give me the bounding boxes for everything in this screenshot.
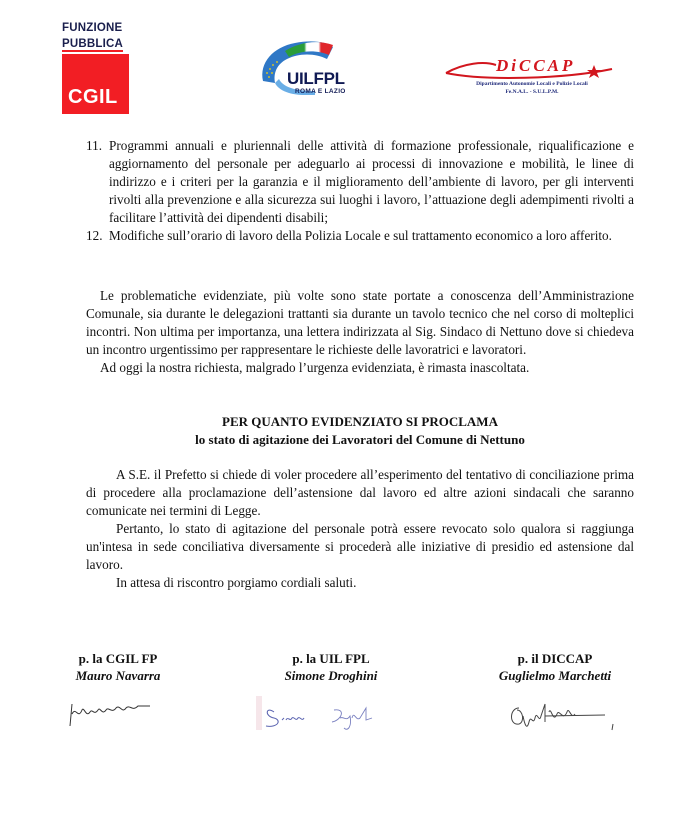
- signature-block-cgil: [58, 650, 178, 684]
- diccap-logo-text: DiCCAP: [496, 56, 576, 75]
- handwritten-signature-navarra-icon: [66, 696, 166, 736]
- signature-org: p. la CGIL FP: [78, 651, 158, 666]
- diccap-logo: [444, 55, 620, 103]
- paragraph-unheard: Ad oggi la nostra richiesta, malgrado l’urgenza evidenziata, è rimasta inascoltata.: [100, 360, 530, 375]
- list-item: [86, 227, 634, 245]
- proclamation-heading: [86, 413, 634, 449]
- diccap-logo-subtext-1: Dipartimento Autonomie Locali e Polizie Locali: [476, 81, 588, 87]
- list-item: [86, 137, 634, 227]
- demands-list: [86, 137, 634, 245]
- handwritten-signature-droghini-icon: [256, 696, 386, 736]
- list-item-number: 12.: [86, 228, 103, 243]
- uilfpl-logo-subtext: ROMA E LAZIO: [295, 88, 346, 95]
- cgil-red-block: [62, 54, 129, 114]
- signature-name: Mauro Navarra: [75, 668, 161, 683]
- list-item-number: 11.: [86, 138, 102, 153]
- uilfpl-logo-text: UILFPL: [287, 69, 345, 88]
- paragraph-revoca: Pertanto, lo stato di agitazione del personale potrà essere revocato solo qualora si raggiunga un'intesa in sede conciliativa diversamente si procederà alle iniziative di presidio ed astensione dal lavoro.: [86, 521, 634, 572]
- signature-org: p. il DICCAP: [517, 651, 593, 666]
- paragraph-problems: Le problematiche evidenziate, più volte sono state portate a conoscenza dell’Amministrazione Comunale, sia durante le delegazioni trattanti sia durante un tavolo tecnico che nel corso di molteplici incontri. Non ultima per importanza, una lettera indirizzata al Sig. Sindaco di Nettuno dove si chiedeva un incontro urgentissimo per rappresentare le richieste delle lavoratrici e lavoratori.: [86, 288, 634, 357]
- signature-block-uil: [256, 650, 406, 684]
- problems-section: [86, 287, 634, 377]
- signature-name: Simone Droghini: [284, 668, 378, 683]
- cgil-logo-text: CGIL: [68, 86, 118, 108]
- paragraph-prefetto: A S.E. il Prefetto si chiede di voler procedere all’esperimento del tentativo di conciliazione prima di procedere alla proclamazione dell’astensione dal lavoro ed altre azioni sindacali che saranno comunicate nei termini di Legge.: [86, 467, 634, 518]
- cgil-logo-line2: PUBBLICA: [62, 38, 124, 50]
- heading-line-2: lo stato di agitazione dei Lavoratori del Comune di Nettuno: [195, 432, 525, 447]
- list-item-text: Modifiche sull’orario di lavoro della Polizia Locale e sul trattamento economico a loro afferito.: [109, 228, 612, 243]
- paragraph-saluti: In attesa di riscontro porgiamo cordiali saluti.: [116, 575, 357, 590]
- uilfpl-logo: [255, 33, 360, 98]
- signature-name: Guglielmo Marchetti: [498, 668, 612, 683]
- list-item-text: Programmi annuali e pluriennali delle attività di formazione professionale, riqualificazione e aggiornamento del personale per adeguarlo ai processi di innovazione e mobilità, le linee di indirizzo e i criteri per la garanzia e il miglioramento dell’ambiente di lavoro, per gli interventi rivolti alla prevenzione e alla sicurezza sui luoghi i lavoro, l’attuazione degli adempimenti rivolti a facilitare l’attività dei dipendenti disabili;: [109, 138, 634, 225]
- request-section: [86, 466, 634, 592]
- cgil-fp-logo: [62, 22, 132, 114]
- cgil-logo-line1: FUNZIONE: [62, 22, 123, 34]
- signature-org: p. la UIL FPL: [292, 651, 370, 666]
- signature-block-diccap: [485, 650, 625, 684]
- handwritten-signature-marchetti-icon: [505, 696, 625, 736]
- heading-line-1: PER QUANTO EVIDENZIATO SI PROCLAMA: [222, 414, 498, 429]
- diccap-logo-subtext-2: Fe.N.A.L. - S.U.L.P.M.: [505, 89, 559, 95]
